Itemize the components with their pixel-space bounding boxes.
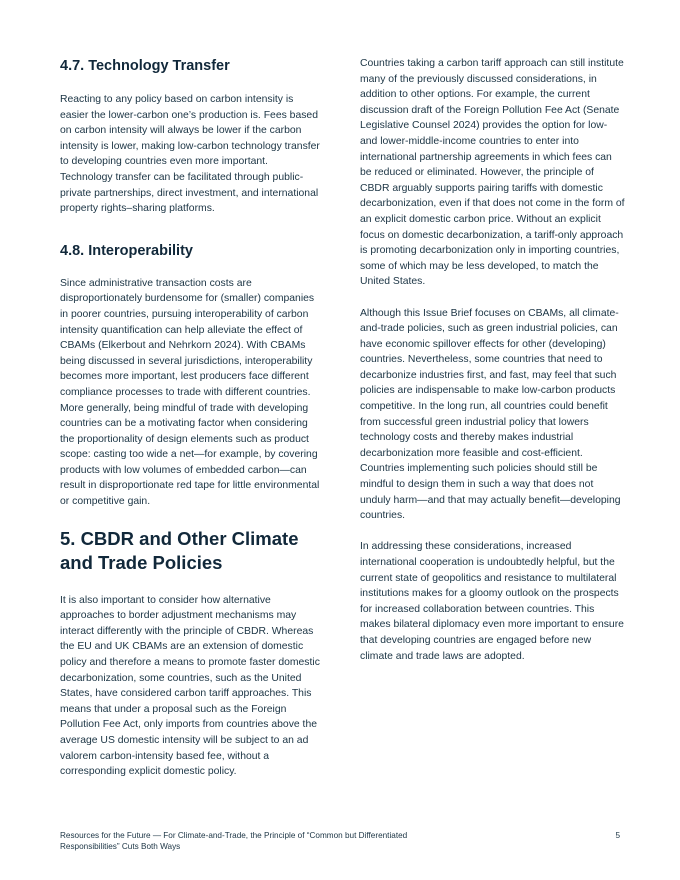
page-footer (60, 831, 626, 852)
right-paragraph-1: Countries taking a carbon tariff approach can still institute many of the previously discussed considerations, in addition to other options. For example, the current discussion draft of the Foreign Pollution Fee Act (Senate Legislative Counsel 2024) provides the option for low- and lower-middle-income countries to enter into international partnership agreements in which fees can be reduced or eliminated. However, the principle of CBDR arguably supports pairing tariffs with domestic decarbonization, even if that does not come in the form of an explicit domestic carbon price. Without an explicit focus on domestic decarbonization, a tariff-only approach is promoting decarbonization only in importing countries, some of which may be less developed, to match the United States. (360, 58, 625, 288)
right-paragraph-3: In addressing these considerations, increased international cooperation is undoubtedly helpful, but the current state of geopolitics and resistance to multilateral institutions makes for a gloomy outlook on the prospects for increased collaboration between countries. This makes bilateral diplomacy even more important to ensure that developing countries are engaged before new climate and trade laws are adopted. (360, 541, 624, 662)
right-column (360, 56, 626, 664)
right-paragraph-2: Although this Issue Brief focuses on CBAMs, all climate-and-trade policies, such as green industrial policies, can have economic spillover effects for other (developing) countries. Nevertheless, some countries that need to decarbonize industries first, and fast, may feel that such policies are indispensable to make low-carbon products competitive. In the long run, all countries could benefit from successful green industrial policy that lowers technology costs and thereby makes industrial decarbonization more feasible and cost-efficient. Countries implementing such policies should still be mindful to design them in such a way that does not unduly harm—and that may actually benefit—developing countries. (360, 307, 621, 522)
section-4-8-body: Since administrative transaction costs are disproportionately burdensome for (smaller) companies in poorer countries, pursuing interoperability of carbon intensity quantification can help alleviate the effect of CBAMs (Elkerbout and Nehrkorn 2024). With CBAMs being discussed in several jurisdictions, interoperability becomes more important, lest producers face different compliance processes to trade with different countries. More generally, being mindful of trade with developing countries can be a motivating factor when considering the proportionality of design elements such as product scope: casting too wide a net—for example, by covering products with low volumes of embedded carbon—can result in disproportionate red tape for little environmental or competitive gain. (60, 277, 320, 508)
section-4-7-body: Reacting to any policy based on carbon intensity is easier the lower-carbon one’s production is. Fees based on carbon intensity will always be lower if the carbon intensity is lower, making low-carbon technology transfer to developing countries even more important. Technology transfer can be facilitated through public-private partnerships, direct investment, and international property rights–sharing platforms. (60, 94, 320, 215)
page-number: 5 (615, 831, 620, 840)
section-5-body: It is also important to consider how alternative approaches to border adjustment mechanisms may interact differently with the principle of CBDR. Whereas the EU and UK CBAMs are an extension of domestic policy and therefore a means to promote faster domestic decarbonization, some countries, such as the United States, have considered carbon tariff approaches. This means that under a proposal such as the Foreign Pollution Fee Act, only imports from countries above the average US domestic intensity will be subject to an ad valorem carbon-intensity based fee, without a corresponding explicit domestic policy. (60, 594, 320, 778)
section-5-heading: 5. CBDR and Other Climate and Trade Policies (60, 527, 299, 573)
footer-source: Resources for the Future — For Climate-and-Trade, the Principle of “Common but Differentiated Responsibilities” Cuts Both Ways (60, 831, 408, 851)
left-column (60, 56, 322, 780)
section-4-8-heading: 4.8. Interoperability (60, 242, 193, 259)
section-4-7-heading: 4.7. Technology Transfer (60, 58, 230, 74)
